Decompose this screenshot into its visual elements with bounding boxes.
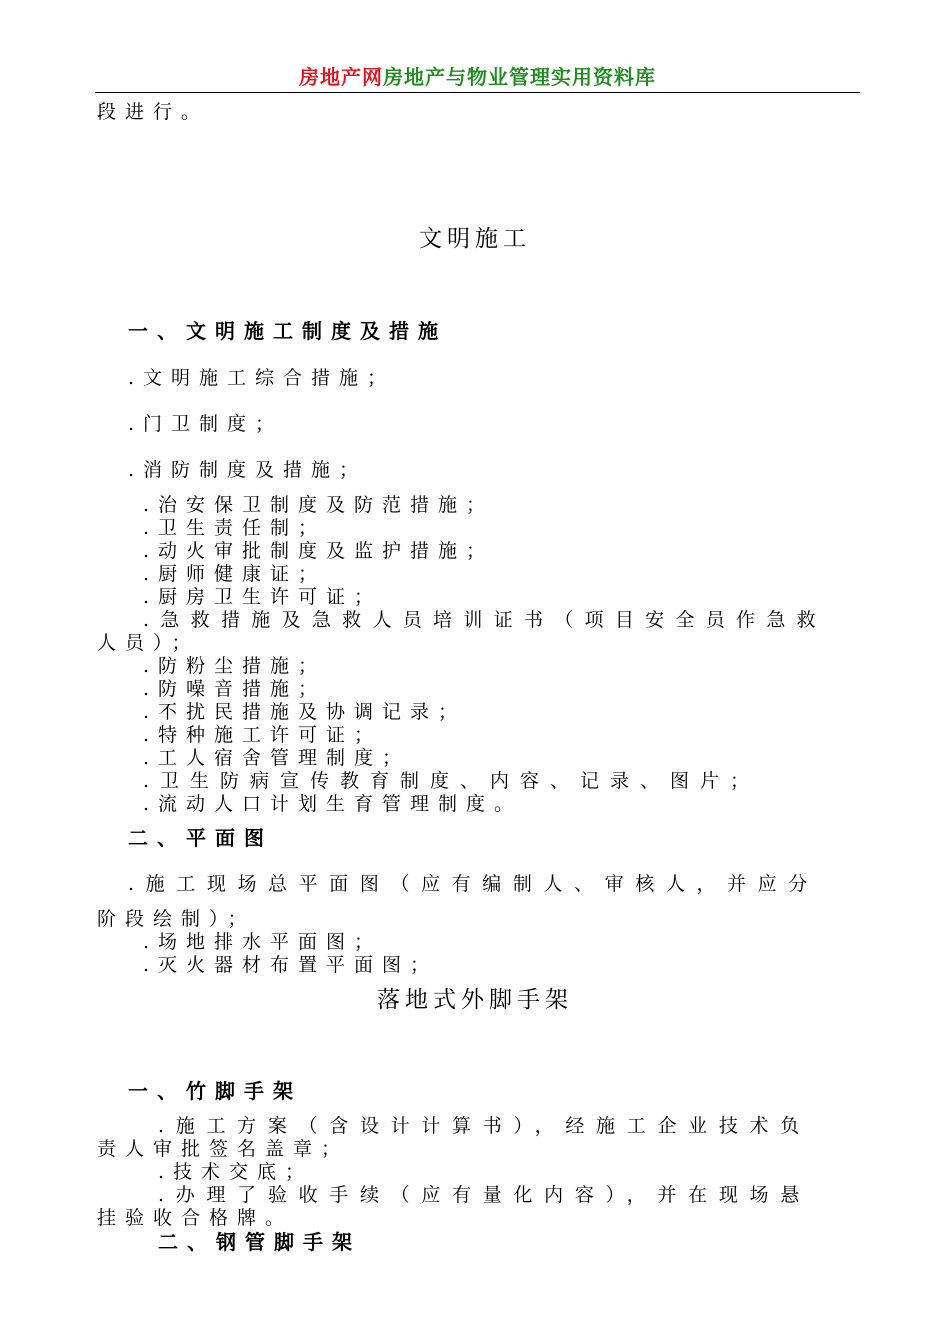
list-item: .防噪音措施； — [143, 678, 327, 700]
list-item: .消防制度及措施； — [128, 459, 368, 481]
list-item: .卫生责任制； — [143, 517, 327, 539]
list-item: .施工方案（含设计计算书），经施工企业技术负 — [158, 1115, 811, 1137]
list-item: .卫生防病宣传教育制度、内容、记录、图片； — [143, 770, 761, 792]
list-item-continuation: 阶段绘制）； — [97, 908, 256, 930]
list-item: .治安保卫制度及防范措施； — [143, 494, 495, 516]
section-heading-3: 一、竹脚手架 — [128, 1079, 302, 1103]
list-item: .急救措施及急救人员培训证书（项目安全员作急救 — [143, 609, 827, 631]
list-item: .不扰民措施及协调记录； — [143, 701, 467, 723]
title-civilized-construction: 文明施工 — [419, 226, 531, 252]
list-item-continuation: 责人审批签名盖章； — [97, 1138, 350, 1160]
title-scaffolding: 落地式外脚手架 — [377, 987, 573, 1013]
list-item-continuation: 人员）； — [97, 632, 200, 654]
list-item: .文明施工综合措施； — [128, 367, 396, 389]
list-item: .防粉尘措施； — [143, 655, 327, 677]
list-item: .特种施工许可证； — [143, 724, 383, 746]
list-item: .门卫制度； — [128, 413, 284, 435]
list-item: .流动人口计划生育管理制度。 — [143, 793, 523, 815]
section-heading-2: 二、平面图 — [128, 826, 273, 850]
list-item: .场地排水平面图； — [143, 931, 383, 953]
section-heading-1: 一、文明施工制度及措施 — [128, 319, 447, 343]
header-site-name: 房地产网 — [299, 65, 383, 89]
list-item: .办理了验收手续（应有量化内容），并在现场悬 — [158, 1184, 811, 1206]
list-item: .厨房卫生许可证； — [143, 586, 383, 608]
list-item: .灭火器材布置平面图； — [143, 954, 439, 976]
list-item: .厨师健康证； — [143, 563, 327, 585]
continued-text: 段进行。 — [97, 101, 210, 123]
page-header — [95, 62, 860, 93]
section-heading-4: 二、钢管脚手架 — [158, 1230, 361, 1254]
list-item-continuation: 挂验收合格牌。 — [97, 1207, 294, 1229]
list-item: .施工现场总平面图（应有编制人、审核人，并应分 — [128, 873, 819, 895]
header-library-name: 房地产与物业管理实用资料库 — [383, 65, 656, 89]
list-item: .工人宿舍管理制度； — [143, 747, 411, 769]
list-item: .技术交底； — [158, 1161, 314, 1183]
list-item: .动火审批制度及监护措施； — [143, 540, 495, 562]
